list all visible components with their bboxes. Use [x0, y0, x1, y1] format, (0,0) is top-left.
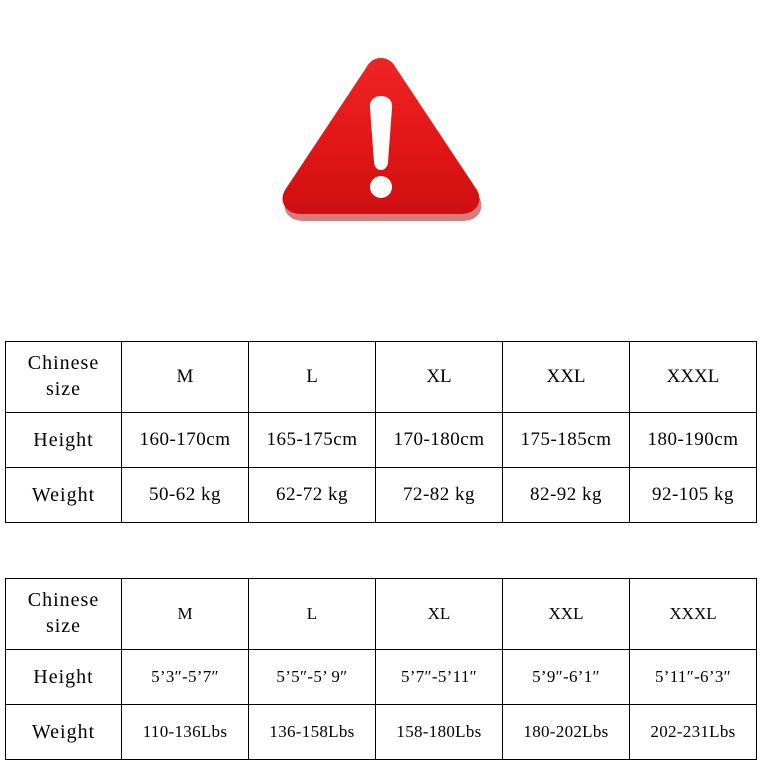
- header-size-xxl: XXL: [503, 342, 630, 413]
- height-m: 160-170cm: [122, 413, 249, 468]
- weight-xxxl: 92-105 kg: [630, 468, 757, 523]
- imperial-size-chart: [5, 578, 757, 760]
- imperial-size-table: [5, 578, 757, 760]
- header-size-m: M: [122, 342, 249, 413]
- height-xxl: 5’9″-6’1″: [503, 650, 630, 705]
- weight-xxl: 180-202Lbs: [503, 705, 630, 760]
- height-xxxl: 180-190cm: [630, 413, 757, 468]
- header-size-l: L: [249, 579, 376, 650]
- metric-size-table: [5, 341, 757, 523]
- header-size-xxxl: XXXL: [630, 342, 757, 413]
- exclamation-dot-icon: [370, 176, 392, 198]
- header-size-m: M: [122, 579, 249, 650]
- warning-icon-container: [0, 44, 762, 254]
- header-size-xxxl: XXXL: [630, 579, 757, 650]
- row-label-chinese-size: Chinese size: [6, 342, 122, 413]
- height-l: 5’5″-5’ 9″: [249, 650, 376, 705]
- weight-m: 50-62 kg: [122, 468, 249, 523]
- weight-xl: 158-180Lbs: [376, 705, 503, 760]
- header-size-xl: XL: [376, 342, 503, 413]
- header-size-l: L: [249, 342, 376, 413]
- table-row: [6, 342, 757, 413]
- weight-m: 110-136Lbs: [122, 705, 249, 760]
- table-row: [6, 413, 757, 468]
- weight-xl: 72-82 kg: [376, 468, 503, 523]
- warning-triangle-icon: [271, 44, 491, 224]
- table-row: [6, 705, 757, 760]
- header-size-xl: XL: [376, 579, 503, 650]
- weight-xxl: 82-92 kg: [503, 468, 630, 523]
- header-size-xxl: XXL: [503, 579, 630, 650]
- height-xl: 5’7″-5’11″: [376, 650, 503, 705]
- weight-l: 136-158Lbs: [249, 705, 376, 760]
- row-label-chinese-size: Chinese size: [6, 579, 122, 650]
- table-row: [6, 650, 757, 705]
- row-label-height: Height: [6, 650, 122, 705]
- table-row: [6, 579, 757, 650]
- height-m: 5’3″-5’7″: [122, 650, 249, 705]
- table-row: [6, 468, 757, 523]
- height-xxl: 175-185cm: [503, 413, 630, 468]
- row-label-weight: Weight: [6, 705, 122, 760]
- height-xxxl: 5’11″-6’3″: [630, 650, 757, 705]
- row-label-weight: Weight: [6, 468, 122, 523]
- height-l: 165-175cm: [249, 413, 376, 468]
- height-xl: 170-180cm: [376, 413, 503, 468]
- metric-size-chart: [5, 341, 757, 523]
- weight-xxxl: 202-231Lbs: [630, 705, 757, 760]
- weight-l: 62-72 kg: [249, 468, 376, 523]
- row-label-height: Height: [6, 413, 122, 468]
